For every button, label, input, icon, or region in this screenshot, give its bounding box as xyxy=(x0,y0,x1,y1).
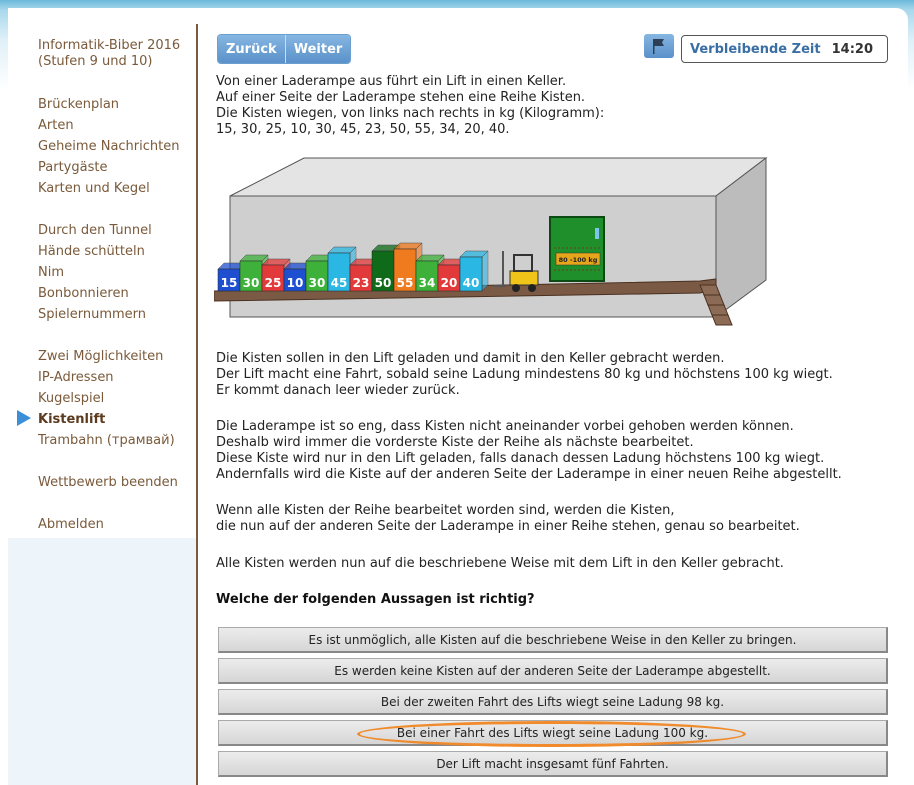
rule-line: Der Lift macht eine Fahrt, sobald seine Ladung mindestens 80 kg und höchstens 100 kg wiegt. xyxy=(216,367,833,382)
box-weight-label: 40 xyxy=(462,276,480,290)
sidebar-item-partygaeste[interactable]: Partygäste xyxy=(38,160,108,175)
box-weight-label: 50 xyxy=(374,276,392,290)
sidebar-item-haende-schuetteln[interactable]: Hände schütteln xyxy=(38,244,145,259)
flag-icon xyxy=(652,38,666,54)
lift-door xyxy=(550,217,604,281)
rule-line: die nun auf der anderen Seite der Laderampe in einer Reihe stehen, genau so bearbeitet. xyxy=(216,519,800,534)
remaining-time-box xyxy=(681,35,888,63)
box-weight-label: 10 xyxy=(286,276,304,290)
navigation-buttons xyxy=(217,34,351,64)
box xyxy=(460,251,488,291)
remaining-time-value: 14:20 xyxy=(831,42,873,57)
sidebar-item-brueckenplan[interactable]: Brückenplan xyxy=(38,97,120,112)
intro-line: Die Kisten wiegen, von links nach rechts in kg (Kilogramm): xyxy=(216,106,605,121)
box-weight-label: 25 xyxy=(264,276,282,290)
contest-title-line1: Informatik-Biber 2016 xyxy=(38,38,181,53)
sidebar-item-nim[interactable]: Nim xyxy=(38,265,64,280)
sidebar-item-geheime-nachrichten[interactable]: Geheime Nachrichten xyxy=(38,139,180,154)
sidebar-item-kistenlift[interactable]: Kistenlift xyxy=(38,412,106,427)
current-item-arrow-icon xyxy=(17,410,31,426)
box-weight-label: 23 xyxy=(352,276,370,290)
rule-line: Wenn alle Kisten der Reihe bearbeitet worden sind, werden die Kisten, xyxy=(216,503,675,518)
next-button[interactable]: Weiter xyxy=(285,35,351,63)
answer-option-4[interactable]: Bei einer Fahrt des Lifts wiegt seine Ladung 100 kg. xyxy=(218,720,888,746)
rules-paragraph-4: Alle Kisten werden nun auf die beschriebene Weise mit dem Lift in den Keller gebracht. xyxy=(216,556,784,571)
contest-title xyxy=(38,38,180,70)
sidebar xyxy=(8,8,196,538)
intro-text xyxy=(216,74,604,138)
flag-button[interactable] xyxy=(644,34,674,58)
box-weight-label: 34 xyxy=(418,276,436,290)
box-weight-label: 45 xyxy=(330,276,348,290)
rules-paragraph-1 xyxy=(216,351,833,399)
sidebar-item-ip-adressen[interactable]: IP-Adressen xyxy=(38,370,114,385)
sidebar-item-durch-den-tunnel[interactable]: Durch den Tunnel xyxy=(38,223,152,238)
rule-line: Diese Kiste wird nur in den Lift geladen, falls danach dessen Ladung höchstens 100 kg wiegt. xyxy=(216,451,825,466)
sidebar-divider xyxy=(196,24,198,785)
sidebar-background xyxy=(8,538,196,785)
rule-line: Er kommt danach leer wieder zurück. xyxy=(216,383,460,398)
rules-paragraph-3 xyxy=(216,503,800,535)
end-contest-link[interactable]: Wettbewerb beenden xyxy=(38,475,178,490)
sidebar-item-arten[interactable]: Arten xyxy=(38,118,74,133)
box-weight-label: 20 xyxy=(440,276,458,290)
back-button[interactable]: Zurück xyxy=(218,35,285,63)
answer-option-1[interactable]: Es ist unmöglich, alle Kisten auf die beschriebene Weise in den Keller zu bringen. xyxy=(218,627,888,653)
remaining-time-label: Verbleibende Zeit xyxy=(690,42,821,57)
box-weight-label: 30 xyxy=(308,276,326,290)
sidebar-item-zwei-moeglichkeiten[interactable]: Zwei Möglichkeiten xyxy=(38,349,164,364)
rule-line: Deshalb wird immer die vorderste Kiste der Reihe als nächste bearbeitet. xyxy=(216,435,694,450)
rule-line: Die Kisten sollen in den Lift geladen und damit in den Keller gebracht werden. xyxy=(216,351,725,366)
intro-line: Auf einer Seite der Laderampe stehen eine Reihe Kisten. xyxy=(216,90,586,105)
sidebar-item-spielernummern[interactable]: Spielernummern xyxy=(38,307,146,322)
intro-line: Von einer Laderampe aus führt ein Lift in einen Keller. xyxy=(216,74,567,89)
loading-ramp-illustration xyxy=(214,155,774,335)
rule-line: Andernfalls wird die Kiste auf der anderen Seite der Laderampe in einer neuen Reihe abgestellt. xyxy=(216,467,842,482)
sidebar-item-trambahn[interactable]: Trambahn (трамвай) xyxy=(38,433,175,448)
contest-title-line2: (Stufen 9 und 10) xyxy=(38,54,153,69)
box-weights-line: 15, 30, 25, 10, 30, 45, 23, 50, 55, 34, 20, 40. xyxy=(216,122,510,137)
lift-weight-sign: 80 -100 kg xyxy=(558,256,598,264)
answer-option-3[interactable]: Bei der zweiten Fahrt des Lifts wiegt seine Ladung 98 kg. xyxy=(218,689,888,715)
rules-paragraph-2 xyxy=(216,419,842,483)
rule-line: Die Laderampe ist so eng, dass Kisten nicht aneinander vorbei gehoben werden können. xyxy=(216,419,794,434)
box-weight-label: 55 xyxy=(396,276,414,290)
sidebar-item-karten-und-kegel[interactable]: Karten und Kegel xyxy=(38,181,150,196)
answer-option-2[interactable]: Es werden keine Kisten auf der anderen Seite der Laderampe abgestellt. xyxy=(218,658,888,684)
question-text: Welche der folgenden Aussagen ist richtig? xyxy=(216,592,535,607)
answer-option-5[interactable]: Der Lift macht insgesamt fünf Fahrten. xyxy=(218,751,888,777)
sidebar-item-bonbonnieren[interactable]: Bonbonnieren xyxy=(38,286,129,301)
box-weight-label: 15 xyxy=(220,276,238,290)
sidebar-item-kugelspiel[interactable]: Kugelspiel xyxy=(38,391,105,406)
box-weight-label: 30 xyxy=(242,276,260,290)
logout-link[interactable]: Abmelden xyxy=(38,517,104,532)
